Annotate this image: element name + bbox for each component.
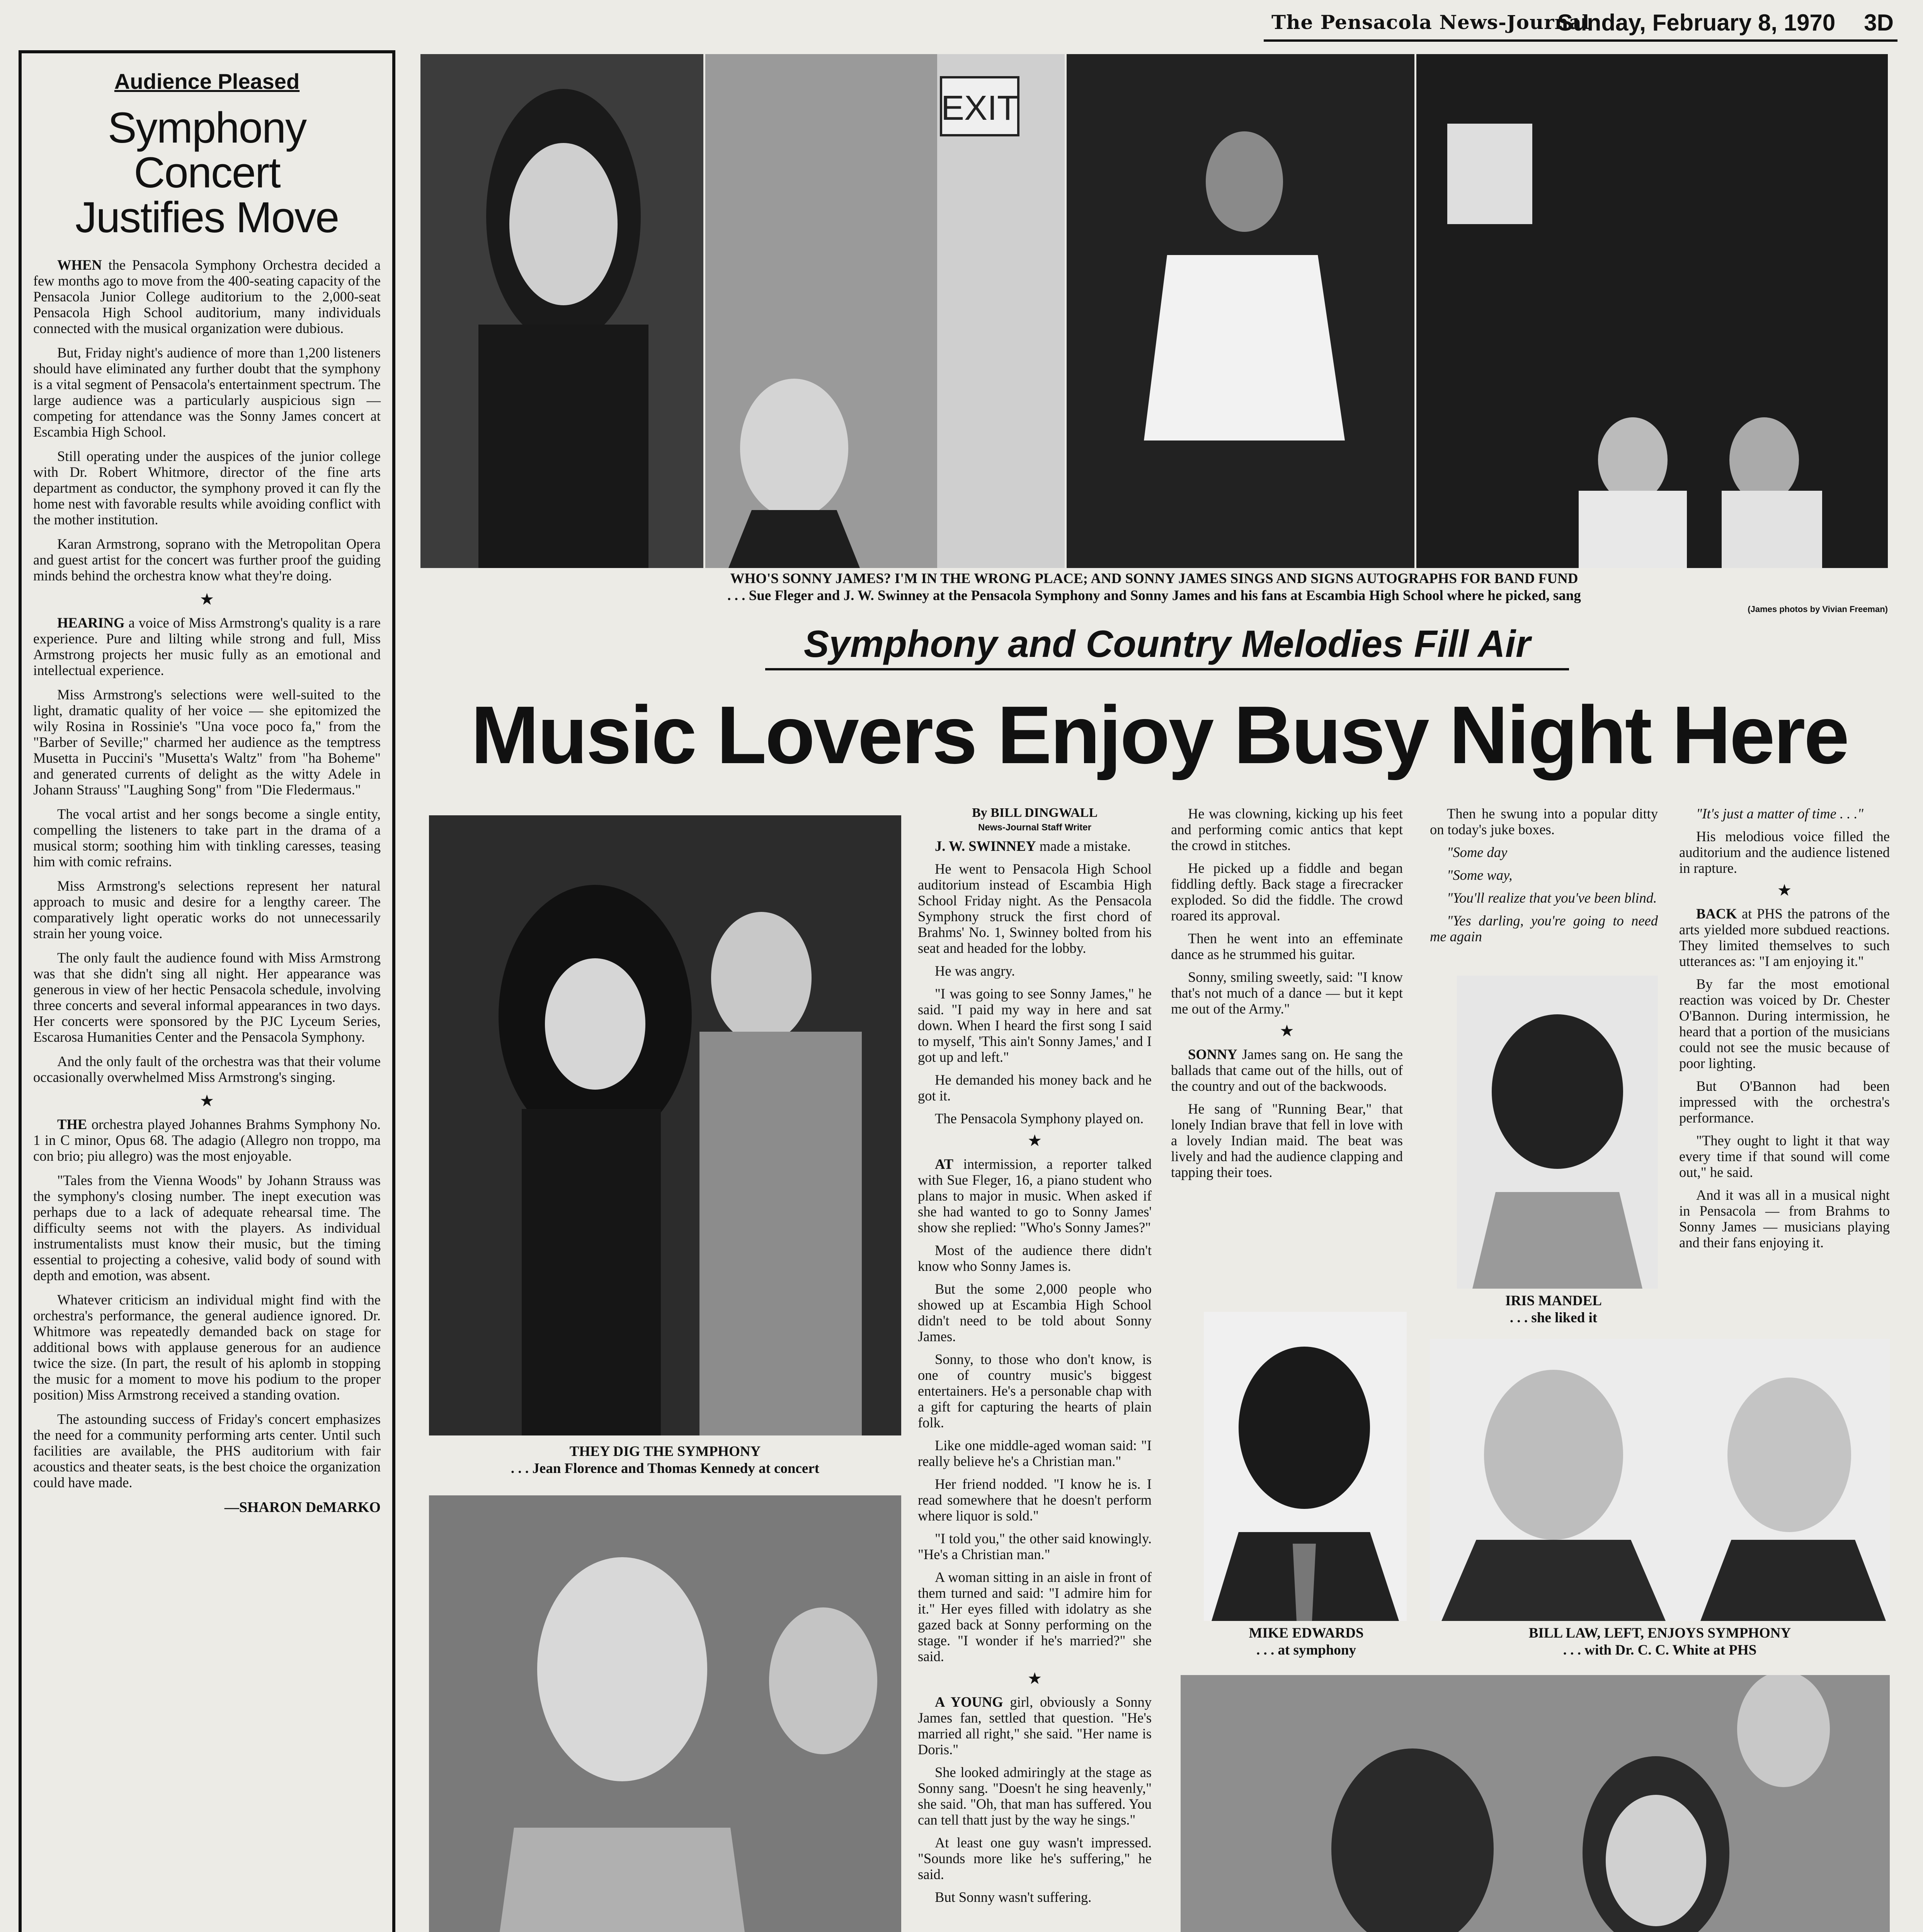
story-column-3 [1430, 806, 1658, 951]
paragraph-text: Sonny, to those who don't know, is one of country music's biggest entertainers. He's a personable chap with a gift for capturing the hearts of plain folk. [918, 1351, 1152, 1430]
paragraph-text: The vocal artist and her songs become a single entity, compelling the listeners to take part in the drama of a musical storm; soothing him with tinkling caresses, teasing him with comic refrains. [33, 806, 381, 869]
article-paragraph [1430, 867, 1658, 883]
section-break-star: ★ [1027, 1670, 1042, 1688]
paragraph-text: "It's just a matter of time . . ." [1696, 806, 1863, 821]
article-paragraph [33, 1053, 381, 1085]
paragraph-text: "Yes darling, you're going to need me again [1430, 913, 1658, 944]
photo-autograph-fans [1416, 54, 1888, 568]
paragraph-lead-in: BACK [1696, 906, 1737, 922]
sidebar-headline-line-1: Symphony Concert [107, 104, 306, 197]
article-paragraph [918, 1072, 1152, 1104]
article-paragraph [918, 1111, 1152, 1126]
article-paragraph [1171, 969, 1403, 1017]
paragraph-text: Her friend nodded. "I know he is. I read somewhere that he doesn't perform where liquor is sold." [918, 1476, 1152, 1524]
paragraph-text: "Tales from the Vienna Woods" by Johann Strauss was the symphony's closing number. The inept execution was perhaps due to a lack of adequate rehearsal time. The difficulty seems not with the players. As individual instrumentalists must know their music, but the timing essential to projecting a cohesive, valid body of sound with depth and emotion, was absent. [33, 1172, 381, 1283]
paragraph-text: "Some day [1447, 844, 1508, 860]
paragraph-text: "I was going to see Sonny James," he said. "I paid my way in here and sat down. When I heard the first song I said to myself, 'This ain't Sonny James,' and I got up and left." [918, 986, 1152, 1065]
paragraph-text: The Pensacola Symphony played on. [935, 1111, 1144, 1126]
photo-swinney-exit [705, 54, 1065, 568]
story-column-2 [1171, 806, 1403, 1187]
caption-mike-sub: . . . at symphony [1256, 1642, 1356, 1658]
paragraph-text: He picked up a fiddle and began fiddling deftly. Back stage a firecracker exploded. So did the fiddle. The crowd roared its approval. [1171, 860, 1403, 923]
paragraph-text: "Some way, [1447, 867, 1513, 883]
article-paragraph [1171, 860, 1403, 923]
paragraph-lead-in: HEARING [57, 615, 125, 631]
article-paragraph [918, 838, 1152, 854]
article-paragraph [1171, 1101, 1403, 1180]
story-column-1-body [918, 838, 1152, 1905]
photo-sue-fleger [420, 54, 703, 568]
article-paragraph [1171, 806, 1403, 853]
paragraph-lead-in: THE [57, 1116, 87, 1132]
sidebar-body [33, 257, 381, 1490]
article-paragraph [1171, 930, 1403, 962]
paragraph-lead-in: AT [935, 1156, 953, 1172]
photo-mike-edwards [1204, 1312, 1407, 1621]
main-headline: Music Lovers Enjoy Busy Night Here [471, 689, 1848, 781]
paragraph-text: But O'Bannon had been impressed with the orchestra's performance. [1679, 1078, 1890, 1126]
paragraph-text: James sang on. He sang the ballads that came out of the hills, out of the country and out of the backwoods. [1171, 1046, 1403, 1094]
article-paragraph [1679, 906, 1890, 969]
article-paragraph [33, 257, 381, 336]
paragraph-text: At least one guy wasn't impressed. "Sounds more like he's suffering," he said. [918, 1835, 1152, 1882]
article-paragraph [33, 687, 381, 798]
top-caption-line-1: WHO'S SONNY JAMES? I'M IN THE WRONG PLACE; AND SONNY JAMES SINGS AND SIGNS AUTOGRAPHS FOR BAND FUND [730, 571, 1578, 587]
paragraph-text: Most of the audience there didn't know who Sonny James is. [918, 1242, 1152, 1274]
story-column-1 [918, 806, 1152, 1912]
byline-title: News-Journal Staff Writer [978, 822, 1091, 833]
paragraph-text: He was angry. [935, 963, 1015, 979]
section-break-star: ★ [199, 1092, 214, 1110]
article-paragraph [1679, 1187, 1890, 1250]
article-paragraph [1430, 913, 1658, 944]
article-paragraph [918, 1281, 1152, 1344]
article-paragraph [1679, 976, 1890, 1071]
paragraph-text: Sonny, smiling sweetly, said: "I know that's not much of a dance — but it kept me out of the Army." [1171, 969, 1403, 1017]
caption-they-dig [429, 1443, 901, 1477]
paragraph-text: Then he went into an effeminate dance as he strummed his guitar. [1171, 930, 1403, 962]
top-caption-line-2: . . . Sue Fleger and J. W. Swinney at the Pensacola Symphony and Sonny James and his fans at Escambia High School where he picked, sang [727, 588, 1581, 604]
paragraph-text: the Pensacola Symphony Orchestra decided a few months ago to move from the 400-seating capacity of the Pensacola Junior College auditorium to the 2,000-seat Pensacola High School auditorium, many individuals connected with the musical organization were dubious. [33, 257, 381, 336]
article-paragraph [33, 1292, 381, 1403]
paragraph-text: And the only fault of the orchestra was that their volume occasionally overwhelmed Miss Armstrong's singing. [33, 1053, 381, 1085]
article-paragraph [918, 1694, 1152, 1757]
caption-mike [1190, 1625, 1422, 1659]
paragraph-text: He went to Pensacola High School auditorium instead of Escambia High School Friday night. As the Pensacola Symphony struck the first chord of Brahms' No. 1, Swinney bolted from his seat and headed for the lobby. [918, 861, 1152, 956]
paragraph-text: Karan Armstrong, soprano with the Metropolitan Opera and guest artist for the concert was further proof the guiding minds behind the orchestra know what they're doing. [33, 536, 381, 583]
caption-bill-title: BILL LAW, LEFT, ENJOYS SYMPHONY [1528, 1625, 1791, 1641]
article-paragraph [33, 615, 381, 678]
paragraph-text: But, Friday night's audience of more than 1,200 listeners should have eliminated any further doubt that the symphony is a vital segment of Pensacola's entertainment spectrum. The large audience was a particularly auspicious sign — competing for attendance was the Sonny James concert at Escambia High School. [33, 345, 381, 440]
article-paragraph [918, 1835, 1152, 1882]
article-paragraph [1679, 806, 1890, 821]
caption-mike-title: MIKE EDWARDS [1249, 1625, 1364, 1641]
sidebar-review-box [19, 50, 395, 1932]
caption-iris-title: IRIS MANDEL [1505, 1293, 1602, 1309]
paragraph-text: made a mistake. [1036, 838, 1131, 854]
paragraph-text: orchestra played Johannes Brahms Symphony No. 1 in C minor, Opus 68. The adagio (Allegro non troppo, ma con brio; piu allegro) was the most enjoyable. [33, 1116, 381, 1164]
article-paragraph [918, 1889, 1152, 1905]
exit-sign-text: EXIT [941, 89, 1019, 128]
paragraph-text: Then he swung into a popular ditty on today's juke boxes. [1430, 806, 1658, 837]
page-number: 3D [1864, 10, 1894, 36]
paragraph-text: "I told you," the other said knowingly. "He's a Christian man." [918, 1531, 1152, 1562]
paragraph-text: A woman sitting in an aisle in front of them turned and said: "I admire him for it." Her eyes filled with idolatry as she gazed back at Sonny performing on the stage. "I wonder if he's married?" she said. [918, 1569, 1152, 1664]
caption-bill-law [1430, 1625, 1890, 1659]
issue-date: Sunday, February 8, 1970 [1557, 10, 1836, 36]
paragraph-text: The astounding success of Friday's concert emphasizes the need for a community performing arts center. Until such facilities are available, the PHS auditorium with fair acoustics and theater seats, is the best choice the organization could have made. [33, 1411, 381, 1490]
paragraph-text: But the some 2,000 people who showed up at Escambia High School didn't need to be told about Sonny James. [918, 1281, 1152, 1344]
paragraph-text: But Sonny wasn't suffering. [935, 1889, 1092, 1905]
section-break-star: ★ [1280, 1022, 1294, 1040]
paragraph-text: His melodious voice filled the auditorium and the audience listened in rapture. [1679, 828, 1890, 876]
paragraph-lead-in: WHEN [57, 257, 102, 273]
article-paragraph [33, 1411, 381, 1490]
caption-they-dig-title: THEY DIG THE SYMPHONY [569, 1444, 761, 1459]
caption-they-dig-sub: . . . Jean Florence and Thomas Kennedy at concert [511, 1461, 820, 1476]
photo-credit: (James photos by Vivian Freeman) [1748, 604, 1888, 614]
paragraph-text: "They ought to light it that way every time if that sound will come out," he said. [1679, 1133, 1890, 1180]
story-column-4 [1679, 806, 1890, 1257]
paragraph-text: By far the most emotional reaction was voiced by Dr. Chester O'Bannon. During intermission, he heard that a portion of the musicians could not see the music because of poor lighting. [1679, 976, 1890, 1071]
paragraph-text: at PHS the patrons of the arts yielded more subdued reactions. They limited themselves to such utterances as: "I am enjoying it." [1679, 906, 1890, 969]
paragraph-text: Miss Armstrong's selections were well-suited to the light, dramatic quality of her voice — she epitomized the wily Rosina in Rossinie's "Una voce poco fa," from the "Barber of Seville;" charmed her audience as the temptress Musetta in Puccini's "Musetta's Waltz" from "ha Boheme" and generated currents of delight as the witty Adele in Johann Strauss' "Laughing Song" from "Die Fledermaus." [33, 687, 381, 798]
article-paragraph [33, 950, 381, 1045]
sidebar-kicker: Audience Pleased [114, 69, 300, 94]
article-paragraph [33, 1172, 381, 1283]
section-break-star: ★ [199, 591, 214, 609]
article-paragraph [918, 963, 1152, 979]
paragraph-text: He was clowning, kicking up his feet and performing comic antics that kept the crowd in stitches. [1171, 806, 1403, 853]
photo-french-artist [1181, 1675, 1890, 1932]
article-paragraph [33, 345, 381, 440]
photo-they-dig-symphony [429, 815, 901, 1435]
byline [918, 806, 1152, 835]
article-paragraph [33, 806, 381, 869]
article-paragraph [1430, 806, 1658, 837]
article-paragraph [33, 448, 381, 527]
paragraph-text: Still operating under the auspices of the junior college with Dr. Robert Whitmore, director of the fine arts department as conductor, the symphony proved it can fly the home nest with favorable results while avoiding conflict with the mother institution. [33, 448, 381, 527]
caption-bill-sub: . . . with Dr. C. C. White at PHS [1563, 1642, 1757, 1658]
paragraph-text: He demanded his money back and he got it. [918, 1072, 1152, 1104]
paragraph-text: She looked admiringly at the stage as Sonny sang. "Doesn't he sing heavenly," she said. "Oh, that man has suffered. You can tell thatt just by the way he sings." [918, 1764, 1152, 1828]
sidebar-headline [33, 105, 381, 240]
photo-iris-mandel [1457, 976, 1658, 1289]
photo-bill-law [1430, 1339, 1890, 1621]
article-paragraph [1430, 844, 1658, 860]
paragraph-text: Miss Armstrong's selections represent her natural approach to music and desire for a lengthy career. The comparatively light operatic works do not unnecessarily strain her young voice. [33, 878, 381, 941]
section-break-star: ★ [1777, 882, 1792, 900]
article-paragraph [1430, 890, 1658, 906]
article-paragraph [918, 1242, 1152, 1274]
sidebar-headline-line-2: Justifies Move [75, 193, 339, 242]
article-paragraph [918, 1764, 1152, 1828]
masthead [1264, 9, 1897, 42]
paragraph-text: "You'll realize that you've been blind. [1447, 890, 1657, 906]
deck-headline: Symphony and Country Melodies Fill Air [765, 622, 1569, 670]
article-paragraph [1679, 1133, 1890, 1180]
paragraph-lead-in: SONNY [1188, 1046, 1237, 1062]
article-paragraph [1171, 1046, 1403, 1094]
article-paragraph [33, 1116, 381, 1164]
caption-iris-sub: . . . she liked it [1509, 1310, 1598, 1326]
photo-woodham-student [429, 1495, 901, 1932]
paragraph-text: Like one middle-aged woman said: "I really believe he's a Christian man." [918, 1437, 1152, 1469]
article-paragraph [918, 1569, 1152, 1664]
article-paragraph [33, 536, 381, 583]
article-paragraph [918, 1531, 1152, 1562]
paragraph-lead-in: A YOUNG [935, 1694, 1003, 1710]
article-paragraph [918, 861, 1152, 956]
sidebar-signature: —SHARON DeMARKO [224, 1499, 381, 1515]
article-paragraph [1679, 828, 1890, 876]
section-break-star: ★ [1027, 1132, 1042, 1150]
paragraph-text: Whatever criticism an individual might find with the orchestra's performance, the general audience ignored. Dr. Whitmore was repeatedly demanded back on stage for additional bows with applause generous for an audience twice the size. (In part, the result of his aplomb in stopping the music for a moment to move his podium to the proper position) Miss Armstrong received a standing ovation. [33, 1292, 381, 1403]
article-paragraph [918, 986, 1152, 1065]
article-paragraph [918, 1156, 1152, 1235]
top-photo-caption [420, 570, 1888, 614]
article-paragraph [918, 1351, 1152, 1430]
paragraph-lead-in: J. W. SWINNEY [935, 838, 1036, 854]
caption-iris [1430, 1293, 1677, 1327]
byline-name: By BILL DINGWALL [972, 806, 1098, 820]
paragraph-text: intermission, a reporter talked with Sue Fleger, 16, a piano student who plans to major in music. When asked if she had wanted to go to Sonny James' show she replied: "Who's Sonny James?" [918, 1156, 1152, 1235]
newspaper-name: The Pensacola News-Journal [1271, 11, 1590, 34]
photo-sonny-james [1067, 54, 1414, 568]
article-paragraph [33, 878, 381, 941]
article-paragraph [918, 1476, 1152, 1524]
article-paragraph [1679, 1078, 1890, 1126]
article-paragraph [918, 1437, 1152, 1469]
paragraph-text: girl, obviously a Sonny James fan, settled that question. "He's married all right," she said. "Her name is Doris." [918, 1694, 1152, 1757]
paragraph-text: And it was all in a musical night in Pensacola — from Brahms to Sonny James — musicians playing and their fans enjoying it. [1679, 1187, 1890, 1250]
paragraph-text: a voice of Miss Armstrong's quality is a rare experience. Pure and lilting while strong and full, Miss Armstrong projects her music fully as an emotional and intellectual experience. [33, 615, 381, 678]
paragraph-text: He sang of "Running Bear," that lonely Indian brave that fell in love with a lovely Indian maid. The beat was lively and had the audience clapping and tapping their toes. [1171, 1101, 1403, 1180]
paragraph-text: The only fault the audience found with Miss Armstrong was that she didn't sing all night. Her appearance was generous in view of her hectic Pensacola schedule, involving three concerts and several informal appearances in two days. Her concerts were sponsored by the PJC Lyceum Series, Escarosa Humanities Center and the Pensacola Symphony. [33, 950, 381, 1045]
